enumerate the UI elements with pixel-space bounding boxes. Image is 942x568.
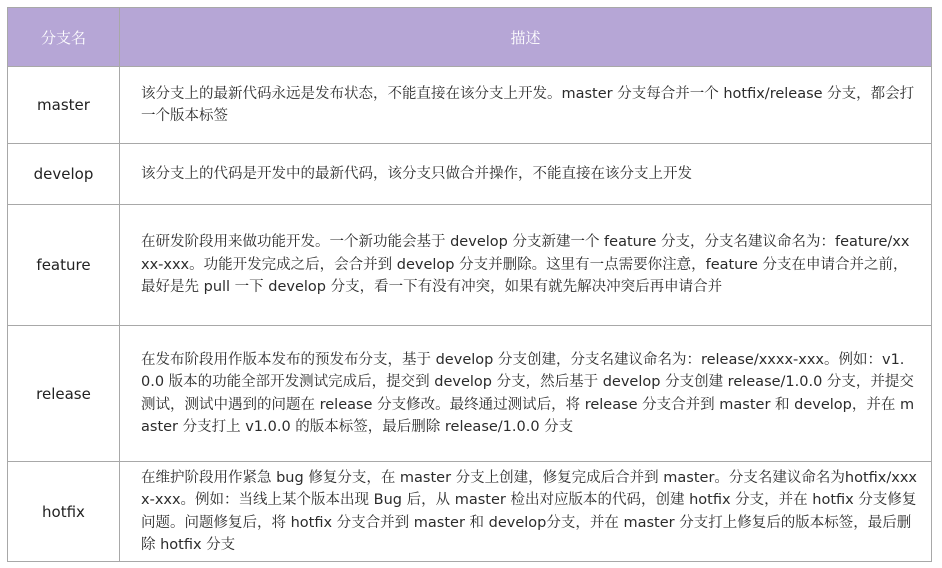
branch-description-cell: 该分支上的代码是开发中的最新代码，该分支只做合并操作，不能直接在该分支上开发 xyxy=(120,144,932,205)
branch-name-cell: hotfix xyxy=(8,462,120,562)
table-row-feature xyxy=(8,205,932,326)
table-row-release xyxy=(8,326,932,462)
branch-name-cell: develop xyxy=(8,144,120,205)
table-row-master xyxy=(8,67,932,144)
branch-name-cell: release xyxy=(8,326,120,462)
branch-table-container xyxy=(7,7,931,562)
branch-name-cell: master xyxy=(8,67,120,144)
branch-table xyxy=(7,7,932,562)
branch-description-cell: 在发布阶段用作版本发布的预发布分支，基于 develop 分支创建，分支名建议命名为：release/xxxx-xxx。例如：v1.0.0 版本的功能全部开发测试完成后，提交到 develop 分支，然后基于 develop 分支创建 release/1.0.0 分支，并提交测试，测试中遇到的问题在 release 分支修改。最终通过测试后，将 release 分支合并到 master 和 develop，并在 master 分支打上 v1.0.0 的版本标签，最后删除 release/1.0.0 分支 xyxy=(120,326,932,462)
branch-description-cell: 该分支上的最新代码永远是发布状态，不能直接在该分支上开发。master 分支每合并一个 hotfix/release 分支，都会打一个版本标签 xyxy=(120,67,932,144)
header-description: 描述 xyxy=(120,8,932,67)
header-branch-name: 分支名 xyxy=(8,8,120,67)
branch-name-cell: feature xyxy=(8,205,120,326)
branch-description-cell: 在研发阶段用来做功能开发。一个新功能会基于 develop 分支新建一个 feature 分支，分支名建议命名为：feature/xxxx-xxx。功能开发完成之后，会合并到 develop 分支并删除。这里有一点需要你注意，feature 分支在申请合并之前，最好是先 pull 一下 develop 分支，看一下有没有冲突，如果有就先解决冲突后再申请合并 xyxy=(120,205,932,326)
table-row-develop xyxy=(8,144,932,205)
table-row-hotfix xyxy=(8,462,932,562)
table-header-row xyxy=(8,8,932,67)
branch-description-cell: 在维护阶段用作紧急 bug 修复分支，在 master 分支上创建，修复完成后合并到 master。分支名建议命名为hotfix/xxxx-xxx。例如：当线上某个版本出现 Bug 后，从 master 检出对应版本的代码，创建 hotfix 分支，并在 hotfix 分支修复问题。问题修复后，将 hotfix 分支合并到 master 和 develop分支，并在 master 分支打上修复后的版本标签，最后删除 hotfix 分支 xyxy=(120,462,932,562)
